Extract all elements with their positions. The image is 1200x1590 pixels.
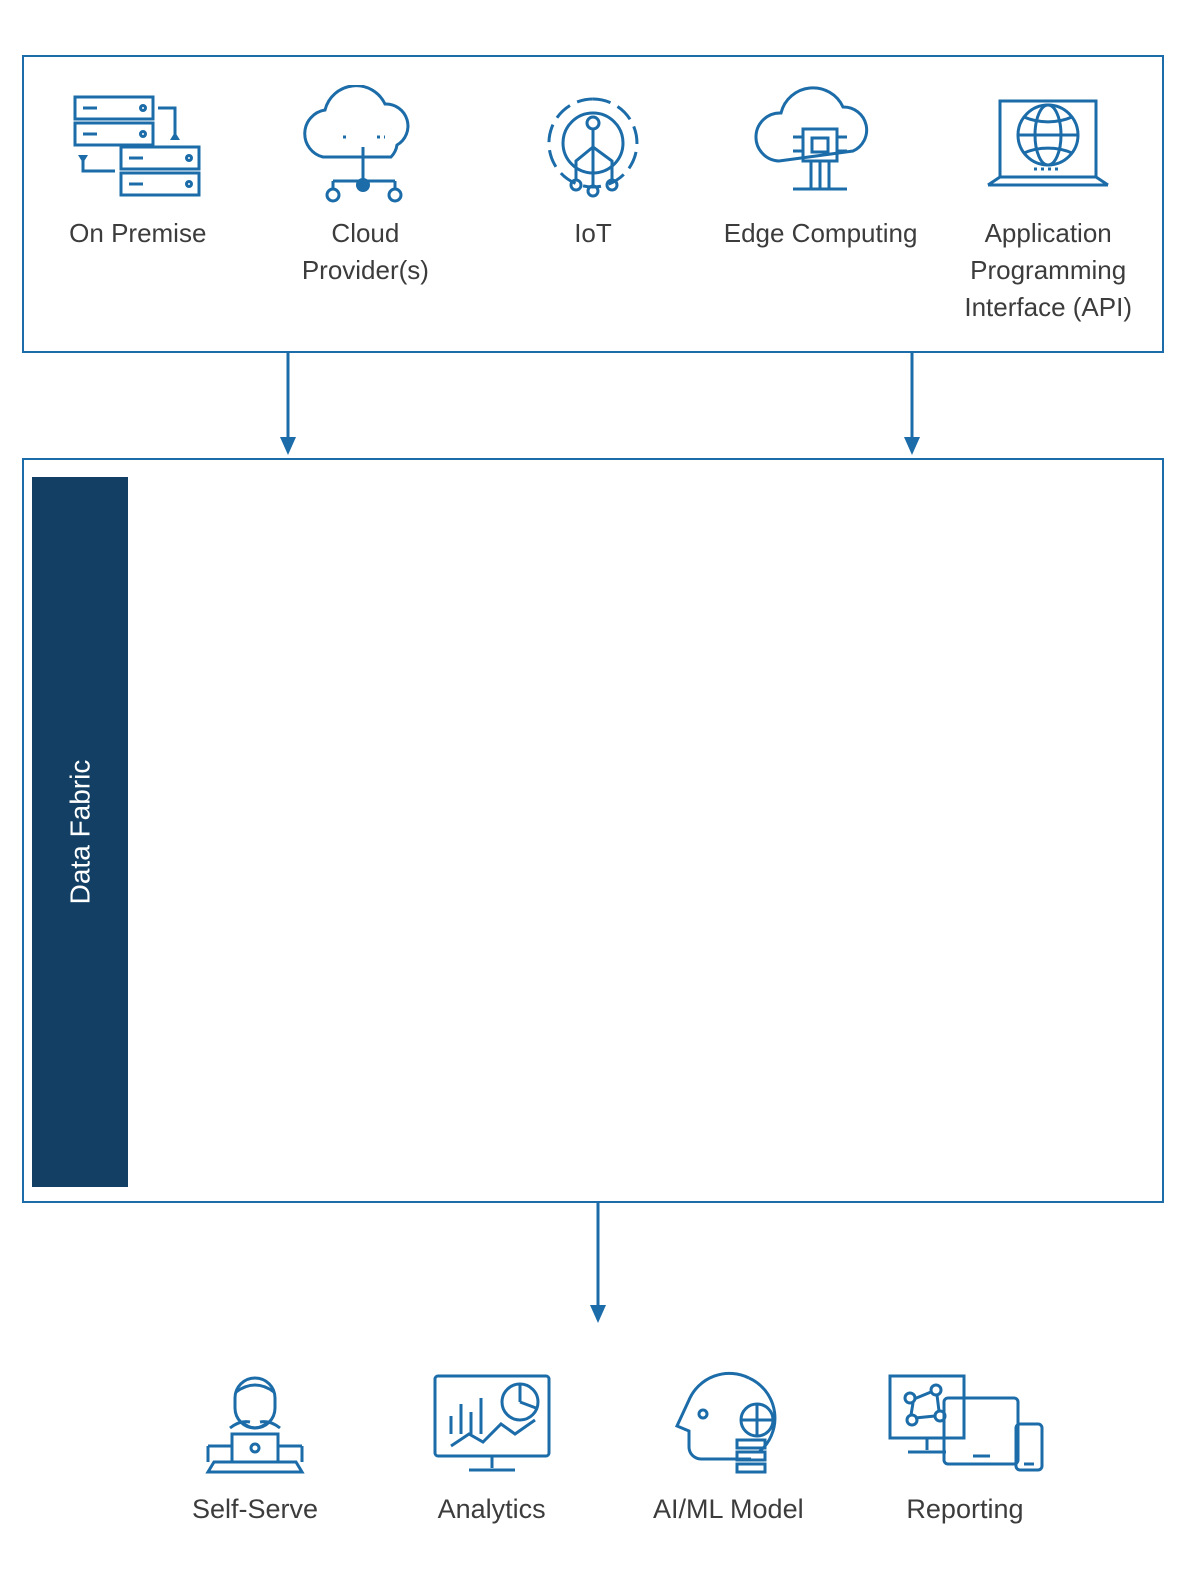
consumer-item-self-serve[interactable] xyxy=(150,1368,360,1525)
consumer-label: Reporting xyxy=(906,1494,1024,1524)
data-fabric-label: Data Fabric xyxy=(64,759,95,905)
consumer-item-ai-ml-model[interactable] xyxy=(623,1368,833,1525)
arrow-sources-to-fabric-left xyxy=(258,353,318,459)
person-laptop-icon xyxy=(180,1368,330,1480)
data-consumers-row xyxy=(150,1368,1070,1525)
consumer-label: Self-Serve xyxy=(191,1494,319,1524)
consumer-label: AI/ML Model xyxy=(653,1494,804,1524)
laptop-globe-icon xyxy=(968,85,1128,205)
source-item-on-premise[interactable] xyxy=(38,85,238,252)
consumer-item-reporting[interactable] xyxy=(860,1368,1070,1525)
arrow-sources-to-fabric-right xyxy=(882,353,942,459)
source-item-iot[interactable] xyxy=(493,85,693,252)
data-sources-row xyxy=(24,85,1162,326)
source-item-edge-computing[interactable] xyxy=(721,85,921,252)
servers-icon xyxy=(63,85,213,205)
source-label: Cloud Provider(s) xyxy=(301,218,429,285)
data-fabric-container xyxy=(22,458,1164,1203)
source-label: Edge Computing xyxy=(723,218,918,248)
source-label: On Premise xyxy=(69,218,207,248)
data-sources-container xyxy=(22,55,1164,353)
multi-device-report-icon xyxy=(880,1368,1050,1480)
source-label: IoT xyxy=(574,218,612,248)
monitor-charts-icon xyxy=(417,1368,567,1480)
cloud-network-icon xyxy=(285,85,445,205)
edge-cloud-chip-icon xyxy=(741,85,901,205)
consumer-item-analytics[interactable] xyxy=(387,1368,597,1525)
source-label: Application Programming Interface (API) xyxy=(964,218,1132,322)
iot-gear-icon xyxy=(528,85,658,205)
source-item-api[interactable] xyxy=(948,85,1148,326)
consumer-label: Analytics xyxy=(437,1494,546,1524)
head-ai-icon xyxy=(653,1368,803,1480)
arrow-fabric-to-consumers xyxy=(568,1203,628,1328)
source-item-cloud-provider[interactable] xyxy=(265,85,465,289)
data-fabric-bar xyxy=(32,477,128,1187)
